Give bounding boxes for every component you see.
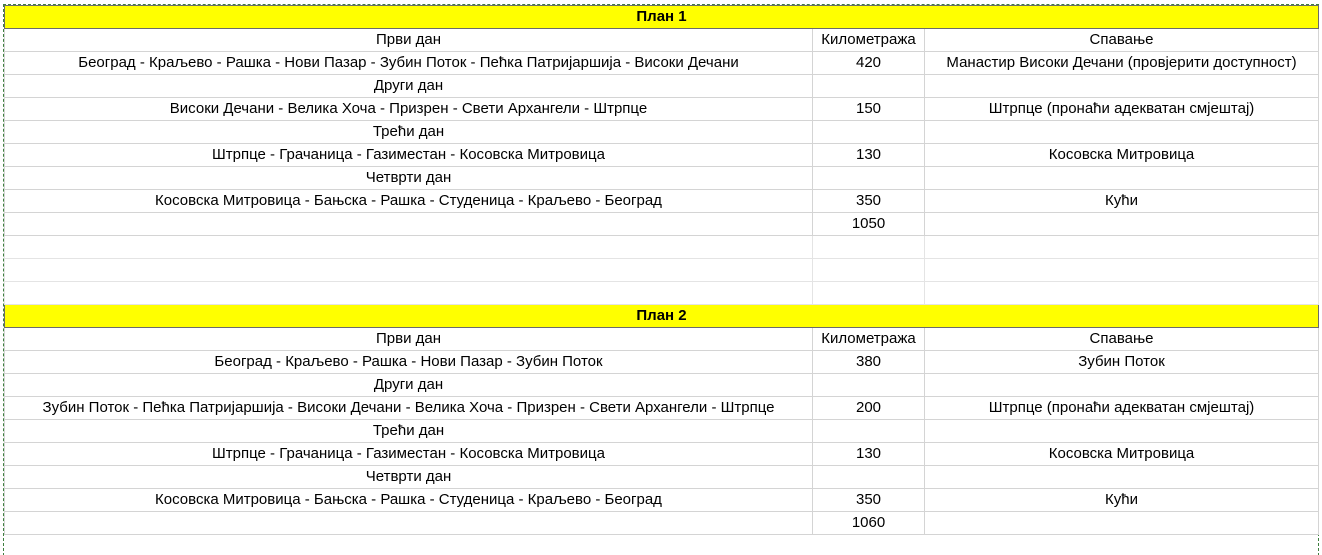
total-km-cell[interactable]: 1060 bbox=[813, 512, 925, 535]
empty-cell[interactable] bbox=[925, 259, 1319, 282]
route-row bbox=[5, 144, 1319, 167]
empty-cell[interactable] bbox=[925, 466, 1319, 489]
day-label-cell[interactable]: Четврти дан bbox=[5, 466, 813, 489]
day-label-cell[interactable]: Други дан bbox=[5, 374, 813, 397]
km-header-cell[interactable]: Километража bbox=[813, 328, 925, 351]
route-row bbox=[5, 98, 1319, 121]
route-row bbox=[5, 190, 1319, 213]
total-row bbox=[5, 512, 1319, 535]
plan-1-header-row bbox=[5, 6, 1319, 29]
empty-cell[interactable] bbox=[813, 282, 925, 305]
empty-cell[interactable] bbox=[925, 75, 1319, 98]
route-row bbox=[5, 397, 1319, 420]
route-row bbox=[5, 443, 1319, 466]
day-label-cell[interactable]: Други дан bbox=[5, 75, 813, 98]
empty-cell[interactable] bbox=[813, 259, 925, 282]
km-cell[interactable]: 350 bbox=[813, 190, 925, 213]
sleep-cell[interactable]: Косовска Митровица bbox=[925, 443, 1319, 466]
empty-cell[interactable] bbox=[813, 374, 925, 397]
empty-cell[interactable] bbox=[813, 236, 925, 259]
total-row bbox=[5, 213, 1319, 236]
day-row bbox=[5, 420, 1319, 443]
empty-cell[interactable] bbox=[925, 374, 1319, 397]
sleep-cell[interactable]: Косовска Митровица bbox=[925, 144, 1319, 167]
empty-cell[interactable] bbox=[5, 282, 813, 305]
blank-row bbox=[5, 236, 1319, 259]
day-row bbox=[5, 328, 1319, 351]
plan-title-cell[interactable]: План 1 bbox=[5, 6, 1319, 29]
trip-plan-grid bbox=[4, 5, 1319, 535]
route-cell[interactable]: Косовска Митровица - Бањска - Рашка - Студеница - Краљево - Београд bbox=[5, 190, 813, 213]
empty-cell[interactable] bbox=[925, 420, 1319, 443]
day-row bbox=[5, 167, 1319, 190]
km-cell[interactable]: 200 bbox=[813, 397, 925, 420]
plan-2-header-row bbox=[5, 305, 1319, 328]
km-cell[interactable]: 350 bbox=[813, 489, 925, 512]
empty-cell[interactable] bbox=[813, 167, 925, 190]
sleep-header-cell[interactable]: Спавање bbox=[925, 29, 1319, 52]
sleep-cell[interactable]: Штрпце (пронаћи адекватан смјештај) bbox=[925, 98, 1319, 121]
empty-cell[interactable] bbox=[925, 167, 1319, 190]
sleep-header-cell[interactable]: Спавање bbox=[925, 328, 1319, 351]
route-cell[interactable]: Београд - Краљево - Рашка - Нови Пазар - Зубин Поток - Пећка Патријаршија - Високи Дечани bbox=[5, 52, 813, 75]
route-row bbox=[5, 489, 1319, 512]
day-label-cell[interactable]: Трећи дан bbox=[5, 420, 813, 443]
empty-cell[interactable] bbox=[5, 236, 813, 259]
day-row bbox=[5, 466, 1319, 489]
blank-row bbox=[5, 282, 1319, 305]
route-cell[interactable]: Зубин Поток - Пећка Патријаршија - Високи Дечани - Велика Хоча - Призрен - Свети Архангели - Штрпце bbox=[5, 397, 813, 420]
day-label-cell[interactable]: Трећи дан bbox=[5, 121, 813, 144]
km-cell[interactable]: 420 bbox=[813, 52, 925, 75]
empty-cell[interactable] bbox=[925, 282, 1319, 305]
route-row bbox=[5, 52, 1319, 75]
sleep-cell[interactable]: Кући bbox=[925, 190, 1319, 213]
blank-row bbox=[5, 259, 1319, 282]
empty-cell[interactable] bbox=[925, 213, 1319, 236]
sleep-cell[interactable]: Манастир Високи Дечани (провјерити доступност) bbox=[925, 52, 1319, 75]
empty-cell[interactable] bbox=[925, 121, 1319, 144]
empty-cell[interactable] bbox=[813, 420, 925, 443]
day-label-cell[interactable]: Четврти дан bbox=[5, 167, 813, 190]
sleep-cell[interactable]: Зубин Поток bbox=[925, 351, 1319, 374]
day-label-cell[interactable]: Први дан bbox=[5, 29, 813, 52]
km-header-cell[interactable]: Километража bbox=[813, 29, 925, 52]
km-cell[interactable]: 130 bbox=[813, 144, 925, 167]
empty-cell[interactable] bbox=[925, 236, 1319, 259]
day-row bbox=[5, 374, 1319, 397]
empty-cell[interactable] bbox=[5, 213, 813, 236]
route-cell[interactable]: Београд - Краљево - Рашка - Нови Пазар - Зубин Поток bbox=[5, 351, 813, 374]
day-label-cell[interactable]: Први дан bbox=[5, 328, 813, 351]
empty-cell[interactable] bbox=[925, 512, 1319, 535]
empty-cell[interactable] bbox=[813, 466, 925, 489]
day-row bbox=[5, 29, 1319, 52]
route-row bbox=[5, 351, 1319, 374]
day-row bbox=[5, 121, 1319, 144]
km-cell[interactable]: 380 bbox=[813, 351, 925, 374]
plan-title-cell[interactable]: План 2 bbox=[5, 305, 1319, 328]
empty-cell[interactable] bbox=[5, 512, 813, 535]
day-row bbox=[5, 75, 1319, 98]
total-km-cell[interactable]: 1050 bbox=[813, 213, 925, 236]
route-cell[interactable]: Косовска Митровица - Бањска - Рашка - Студеница - Краљево - Београд bbox=[5, 489, 813, 512]
route-cell[interactable]: Штрпце - Грачаница - Газиместан - Косовска Митровица bbox=[5, 443, 813, 466]
route-cell[interactable]: Штрпце - Грачаница - Газиместан - Косовска Митровица bbox=[5, 144, 813, 167]
empty-cell[interactable] bbox=[813, 121, 925, 144]
sleep-cell[interactable]: Штрпце (пронаћи адекватан смјештај) bbox=[925, 397, 1319, 420]
empty-cell[interactable] bbox=[5, 259, 813, 282]
km-cell[interactable]: 130 bbox=[813, 443, 925, 466]
route-cell[interactable]: Високи Дечани - Велика Хоча - Призрен - Свети Архангели - Штрпце bbox=[5, 98, 813, 121]
sleep-cell[interactable]: Кући bbox=[925, 489, 1319, 512]
km-cell[interactable]: 150 bbox=[813, 98, 925, 121]
empty-cell[interactable] bbox=[813, 75, 925, 98]
